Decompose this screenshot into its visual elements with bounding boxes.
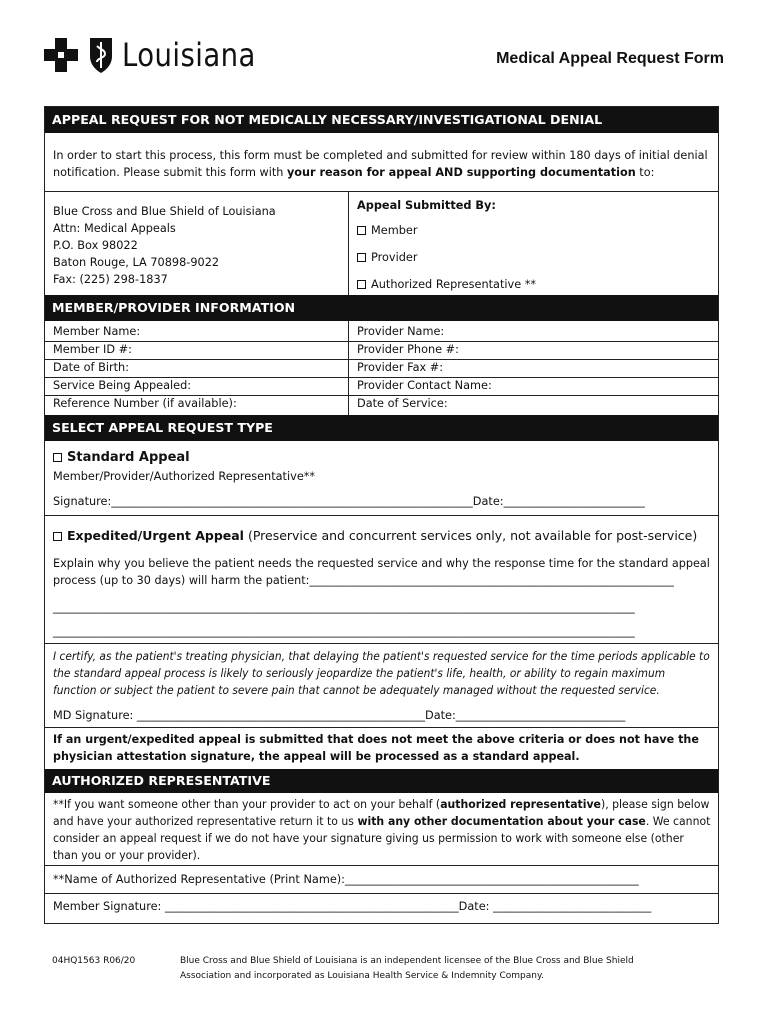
auth-line-3: consider an appeal request if we do not have your signature giving us permission to work with someone else (other bbox=[53, 832, 684, 845]
submitted-by-authorized-rep[interactable] bbox=[357, 276, 536, 293]
checkbox-icon[interactable] bbox=[357, 253, 366, 262]
disclaimer-line: Blue Cross and Blue Shield of Louisiana is an independent licensee of the Blue Cross and Blue Shield bbox=[180, 956, 634, 966]
section-heading-authorized-rep: AUTHORIZED REPRESENTATIVE bbox=[45, 769, 718, 793]
service-appealed-field[interactable]: Service Being Appealed: bbox=[53, 379, 192, 392]
submitted-by-provider[interactable] bbox=[357, 249, 418, 266]
blue-shield-logo-icon bbox=[88, 36, 114, 74]
explain-line: Explain why you believe the patient needs the requested service and why the response time for the standard appeal bbox=[53, 557, 710, 570]
explain-blank-line[interactable]: _______________________________________________________________________________________________________ bbox=[53, 601, 635, 614]
provider-contact-field[interactable]: Provider Contact Name: bbox=[357, 379, 492, 392]
authorized-rep-text bbox=[53, 796, 711, 864]
form-frame bbox=[44, 106, 719, 924]
intro-text bbox=[53, 147, 710, 181]
checkbox-icon[interactable] bbox=[357, 226, 366, 235]
warning-line: If an urgent/expedited appeal is submitted that does not meet the above criteria or does not have the bbox=[53, 733, 699, 746]
intro-line-1: In order to start this process, this form must be completed and submitted for review within 180 days of initial denial bbox=[53, 149, 708, 162]
expedited-appeal-option[interactable] bbox=[53, 527, 697, 544]
standard-signature-line[interactable]: Signature:________________________________________________________________Date:_________________________ bbox=[53, 495, 645, 508]
reference-number-field[interactable]: Reference Number (if available): bbox=[53, 397, 237, 410]
expedited-note: (Preservice and concurrent services only, not available for post-service) bbox=[243, 528, 698, 543]
physician-certification bbox=[53, 648, 710, 699]
footer-disclaimer bbox=[180, 954, 660, 984]
auth-line-4: than you or your provider). bbox=[53, 849, 201, 862]
blue-cross-logo-icon bbox=[44, 38, 78, 72]
urgent-warning bbox=[53, 731, 710, 765]
auth-text: ), please sign below bbox=[600, 798, 710, 811]
form-code: 04HQ1563 R06/20 bbox=[52, 956, 136, 966]
explain-blank-line[interactable]: _______________________________________________________________________________________________________ bbox=[53, 625, 635, 638]
address-line: Attn: Medical Appeals bbox=[53, 222, 176, 235]
option-label: Provider bbox=[371, 251, 418, 264]
disclaimer-line: Association and incorporated as Louisiana Health Service & Indemnity Company. bbox=[180, 971, 544, 981]
checkbox-icon[interactable] bbox=[357, 280, 366, 289]
auth-text: and have your authorized representative return it to us bbox=[53, 815, 358, 828]
auth-text: **If you want someone other than your provider to act on your behalf ( bbox=[53, 798, 441, 811]
address-line: P.O. Box 98022 bbox=[53, 239, 138, 252]
auth-bold: authorized representative bbox=[440, 798, 601, 811]
section-heading-member-provider: MEMBER/PROVIDER INFORMATION bbox=[45, 295, 718, 321]
section-heading-request-type: SELECT APPEAL REQUEST TYPE bbox=[45, 415, 718, 441]
standard-appeal-label: Standard Appeal bbox=[67, 450, 190, 465]
certify-line: function or subject the patient to severe pain that cannot be adequately managed without the requested service. bbox=[53, 684, 660, 697]
warning-line: physician attestation signature, the appeal will be processed as a standard appeal. bbox=[53, 750, 580, 763]
standard-appeal-sub: Member/Provider/Authorized Representative** bbox=[53, 470, 316, 483]
address-line: Baton Rouge, LA 70898-9022 bbox=[53, 256, 220, 269]
certify-line: the standard appeal process is likely to seriously jeopardize the patient's life, health, or ability to regain maximum bbox=[53, 667, 666, 680]
intro-line-2 bbox=[53, 164, 710, 181]
checkbox-icon[interactable] bbox=[53, 453, 62, 462]
member-signature-line[interactable]: Member Signature: ____________________________________________________Date: ____________________________ bbox=[53, 900, 652, 913]
authorized-rep-name-line[interactable]: **Name of Authorized Representative (Print Name):____________________________________________________ bbox=[53, 873, 639, 886]
intro-prefix: notification. Please submit this form with bbox=[53, 166, 287, 179]
date-of-birth-field[interactable]: Date of Birth: bbox=[53, 361, 130, 374]
submitted-by-label: Appeal Submitted By: bbox=[357, 199, 496, 212]
address-line: Fax: (225) 298-1837 bbox=[53, 273, 168, 286]
option-label: Authorized Representative ** bbox=[371, 278, 537, 291]
option-label: Member bbox=[371, 224, 418, 237]
md-signature-line[interactable]: MD Signature: ___________________________________________________Date:______________________________ bbox=[53, 709, 626, 722]
brand-name: Louisiana bbox=[122, 36, 256, 74]
standard-appeal-option[interactable] bbox=[53, 449, 190, 466]
provider-name-field[interactable]: Provider Name: bbox=[357, 325, 445, 338]
expedited-appeal-label: Expedited/Urgent Appeal bbox=[67, 528, 244, 543]
member-id-field[interactable]: Member ID #: bbox=[53, 343, 132, 356]
explain-input-line[interactable]: process (up to 30 days) will harm the patient:_________________________________________________________________ bbox=[53, 574, 674, 587]
member-name-field[interactable]: Member Name: bbox=[53, 325, 141, 338]
auth-bold: with any other documentation about your case bbox=[357, 815, 646, 828]
date-of-service-field[interactable]: Date of Service: bbox=[357, 397, 448, 410]
intro-bold: your reason for appeal AND supporting documentation bbox=[286, 166, 636, 179]
section-heading-appeal: APPEAL REQUEST FOR NOT MEDICALLY NECESSARY/INVESTIGATIONAL DENIAL bbox=[45, 107, 718, 133]
intro-suffix: to: bbox=[635, 166, 655, 179]
form-title: Medical Appeal Request Form bbox=[496, 50, 724, 67]
auth-line-1 bbox=[53, 796, 710, 813]
auth-line-2 bbox=[53, 813, 711, 830]
certify-line: I certify, as the patient's treating physician, that delaying the patient's requested service for the time periods applicable to bbox=[53, 650, 710, 663]
mailing-address bbox=[53, 203, 343, 288]
explain-text bbox=[53, 555, 708, 589]
member-fields bbox=[53, 323, 343, 413]
provider-fax-field[interactable]: Provider Fax #: bbox=[357, 361, 444, 374]
provider-phone-field[interactable]: Provider Phone #: bbox=[357, 343, 459, 356]
provider-fields bbox=[357, 323, 707, 413]
checkbox-icon[interactable] bbox=[53, 532, 62, 541]
address-line: Blue Cross and Blue Shield of Louisiana bbox=[53, 205, 276, 218]
auth-text: . We cannot bbox=[645, 815, 711, 828]
submitted-by-member[interactable] bbox=[357, 222, 417, 239]
